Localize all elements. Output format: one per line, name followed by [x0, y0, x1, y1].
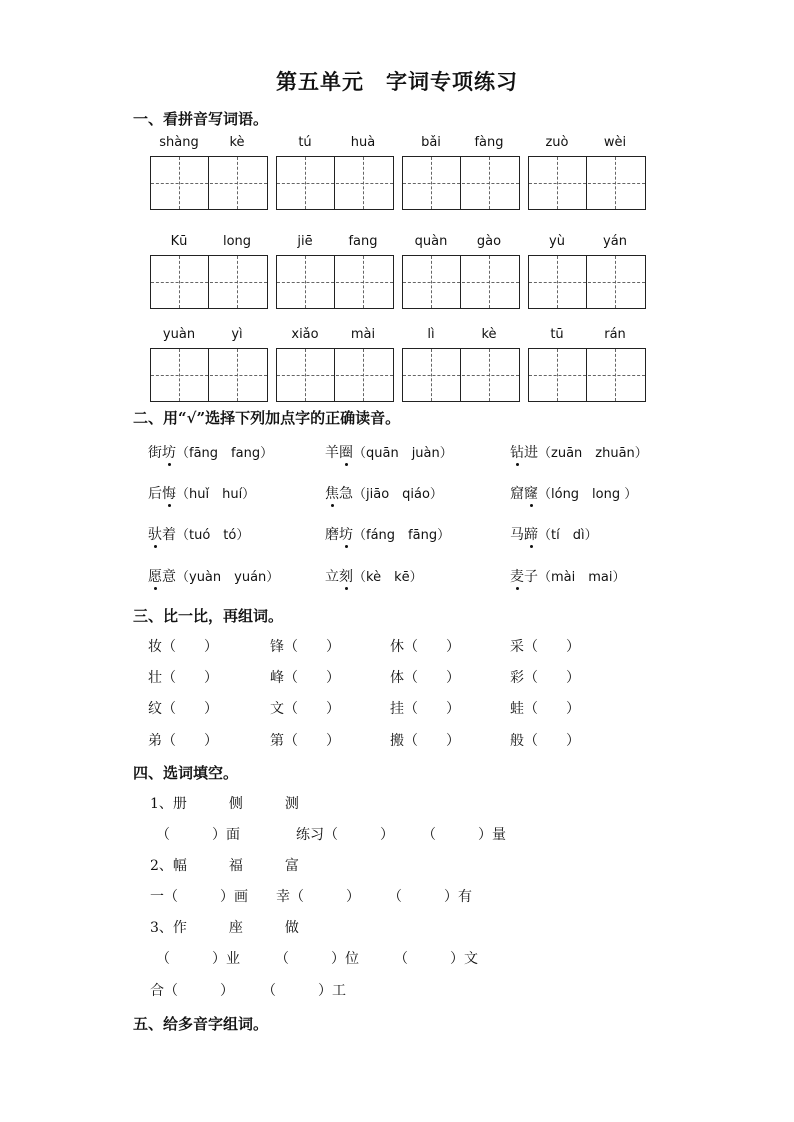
pinyin-syllable: yì [231, 327, 243, 342]
dotted-character: 窿 [524, 483, 538, 503]
reading-options[interactable]: （lóng long ） [538, 487, 638, 502]
group2-words: 2、幅 福 富 [150, 858, 299, 874]
group3-blanks-1: （ ）业 （ ）位 （ ）文 [156, 951, 478, 967]
reading-options[interactable]: （tí dì） [538, 528, 598, 543]
word-prefix: 立 [325, 569, 339, 585]
word-prefix: 马 [510, 527, 524, 543]
writing-grid[interactable] [276, 255, 394, 309]
dotted-character: 圈 [339, 442, 353, 462]
compare-word-blank[interactable]: 蛙（ ） [510, 701, 580, 717]
pinyin-syllable: quàn [414, 234, 448, 249]
group1-blanks: （ ）面 练习（ ） （ ）量 [156, 827, 506, 843]
dotted-character: 焦 [325, 483, 339, 503]
word-suffix: 意 [162, 569, 176, 585]
pinyin-syllable: lì [427, 327, 435, 342]
word-suffix: 进 [524, 445, 538, 461]
pinyin-row [150, 325, 650, 405]
group3-words: 3、作 座 做 [150, 920, 299, 936]
reading-choice-item[interactable] [148, 442, 273, 462]
pinyin-syllable: Kū [170, 234, 188, 249]
section5-heading: 五、给多音字组词。 [133, 1015, 269, 1033]
writing-grid[interactable] [402, 348, 520, 402]
pinyin-syllable: bǎi [421, 135, 441, 150]
reading-options[interactable]: （fáng fāng） [353, 528, 451, 543]
dotted-character: 悔 [162, 483, 176, 503]
section4-heading: 四、选词填空。 [133, 764, 239, 782]
writing-grid[interactable] [150, 255, 268, 309]
pinyin-syllable: fang [348, 234, 378, 249]
word-suffix: 急 [339, 486, 353, 502]
pinyin-syllable: zuò [545, 135, 569, 150]
reading-options[interactable]: （jiāo qiáo） [353, 487, 443, 502]
reading-choice-item[interactable] [510, 524, 598, 544]
writing-grid[interactable] [528, 348, 646, 402]
pinyin-syllable: wèi [603, 135, 627, 150]
word-suffix: 子 [524, 569, 538, 585]
pinyin-syllable: yuàn [162, 327, 196, 342]
pinyin-syllable: tú [298, 135, 312, 150]
dotted-character: 刻 [339, 566, 353, 586]
pinyin-word [402, 325, 520, 405]
compare-word-blank[interactable]: 搬（ ） [390, 733, 460, 749]
reading-options[interactable]: （huǐ huí） [176, 487, 256, 502]
reading-options[interactable]: （quān juàn） [353, 446, 453, 461]
dotted-character: 愿 [148, 566, 162, 586]
pinyin-row [150, 232, 650, 312]
reading-choice-item[interactable] [325, 483, 443, 503]
dotted-character: 麦 [510, 566, 524, 586]
compare-word-blank[interactable]: 峰（ ） [270, 670, 340, 686]
compare-word-blank[interactable]: 妆（ ） [148, 639, 218, 655]
pinyin-word [528, 232, 646, 312]
reading-choice-item[interactable] [510, 483, 637, 503]
pinyin-syllable: kè [229, 135, 245, 150]
pinyin-word [528, 133, 646, 213]
writing-grid[interactable] [150, 156, 268, 210]
compare-word-blank[interactable]: 挂（ ） [390, 701, 460, 717]
pinyin-word [150, 232, 268, 312]
word-prefix: 羊 [325, 445, 339, 461]
compare-word-blank[interactable]: 般（ ） [510, 733, 580, 749]
writing-grid[interactable] [276, 156, 394, 210]
pinyin-syllable: mài [350, 327, 376, 342]
writing-grid[interactable] [402, 156, 520, 210]
compare-word-blank[interactable]: 采（ ） [510, 639, 580, 655]
dotted-character: 坊 [339, 524, 353, 544]
word-prefix: 后 [148, 486, 162, 502]
pinyin-syllable: gào [476, 234, 502, 249]
compare-word-blank[interactable]: 壮（ ） [148, 670, 218, 686]
pinyin-syllable: fàng [474, 135, 504, 150]
reading-options[interactable]: （fāng fang） [176, 446, 274, 461]
pinyin-row [150, 133, 650, 213]
section1-heading: 一、看拼音写词语。 [133, 110, 269, 128]
pinyin-word [528, 325, 646, 405]
reading-choice-item[interactable] [148, 524, 249, 544]
pinyin-syllable: yù [549, 234, 565, 249]
writing-grid[interactable] [528, 255, 646, 309]
compare-word-blank[interactable]: 体（ ） [390, 670, 460, 686]
reading-choice-item[interactable] [325, 524, 450, 544]
reading-options[interactable]: （kè kē） [353, 570, 423, 585]
reading-choice-item[interactable] [148, 483, 255, 503]
reading-options[interactable]: （mài mai） [538, 570, 626, 585]
reading-options[interactable]: （zuān zhuān） [538, 446, 648, 461]
pinyin-syllable: xiǎo [291, 327, 319, 342]
pinyin-syllable: long [222, 234, 252, 249]
pinyin-syllable: shàng [159, 135, 199, 150]
reading-choice-item[interactable] [510, 442, 648, 462]
pinyin-syllable: kè [481, 327, 497, 342]
pinyin-word [276, 325, 394, 405]
pinyin-word [402, 232, 520, 312]
writing-grid[interactable] [402, 255, 520, 309]
group3-blanks-2: 合（ ） （ ）工 [150, 983, 346, 999]
section3-heading: 三、比一比，再组词。 [133, 607, 284, 625]
page-title: 第五单元 字词专项练习 [276, 69, 518, 94]
reading-options[interactable]: （yuàn yuán） [176, 570, 280, 585]
writing-grid[interactable] [528, 156, 646, 210]
reading-options[interactable]: （tuó tó） [176, 528, 250, 543]
dotted-character: 钻 [510, 442, 524, 462]
reading-choice-item[interactable] [510, 566, 625, 586]
compare-word-blank[interactable]: 弟（ ） [148, 733, 218, 749]
dotted-character: 驮 [148, 524, 162, 544]
reading-choice-item[interactable] [148, 566, 279, 586]
pinyin-word [150, 133, 268, 213]
pinyin-syllable: huà [350, 135, 376, 150]
reading-choice-item[interactable] [325, 566, 423, 586]
dotted-character: 坊 [162, 442, 176, 462]
group2-blanks: 一（ ）画 幸（ ） （ ）有 [150, 889, 472, 905]
compare-word-blank[interactable]: 第（ ） [270, 733, 340, 749]
pinyin-syllable: rán [604, 327, 626, 342]
word-prefix: 窟 [510, 486, 524, 502]
compare-word-blank[interactable]: 彩（ ） [510, 670, 580, 686]
pinyin-word [276, 232, 394, 312]
compare-word-blank[interactable]: 纹（ ） [148, 701, 218, 717]
pinyin-syllable: tū [550, 327, 564, 342]
pinyin-word [276, 133, 394, 213]
pinyin-word [402, 133, 520, 213]
compare-word-blank[interactable]: 休（ ） [390, 639, 460, 655]
pinyin-syllable: yán [603, 234, 627, 249]
compare-word-blank[interactable]: 文（ ） [270, 701, 340, 717]
reading-choice-item[interactable] [325, 442, 453, 462]
section2-heading: 二、用“√”选择下列加点字的正确读音。 [133, 409, 401, 427]
word-prefix: 磨 [325, 527, 339, 543]
writing-grid[interactable] [276, 348, 394, 402]
writing-grid[interactable] [150, 348, 268, 402]
dotted-character: 蹄 [524, 524, 538, 544]
group1-words: 1、册 侧 测 [150, 796, 299, 812]
word-prefix: 街 [148, 445, 162, 461]
compare-word-blank[interactable]: 锋（ ） [270, 639, 340, 655]
word-suffix: 着 [162, 527, 176, 543]
pinyin-syllable: jiē [297, 234, 313, 249]
pinyin-word [150, 325, 268, 405]
